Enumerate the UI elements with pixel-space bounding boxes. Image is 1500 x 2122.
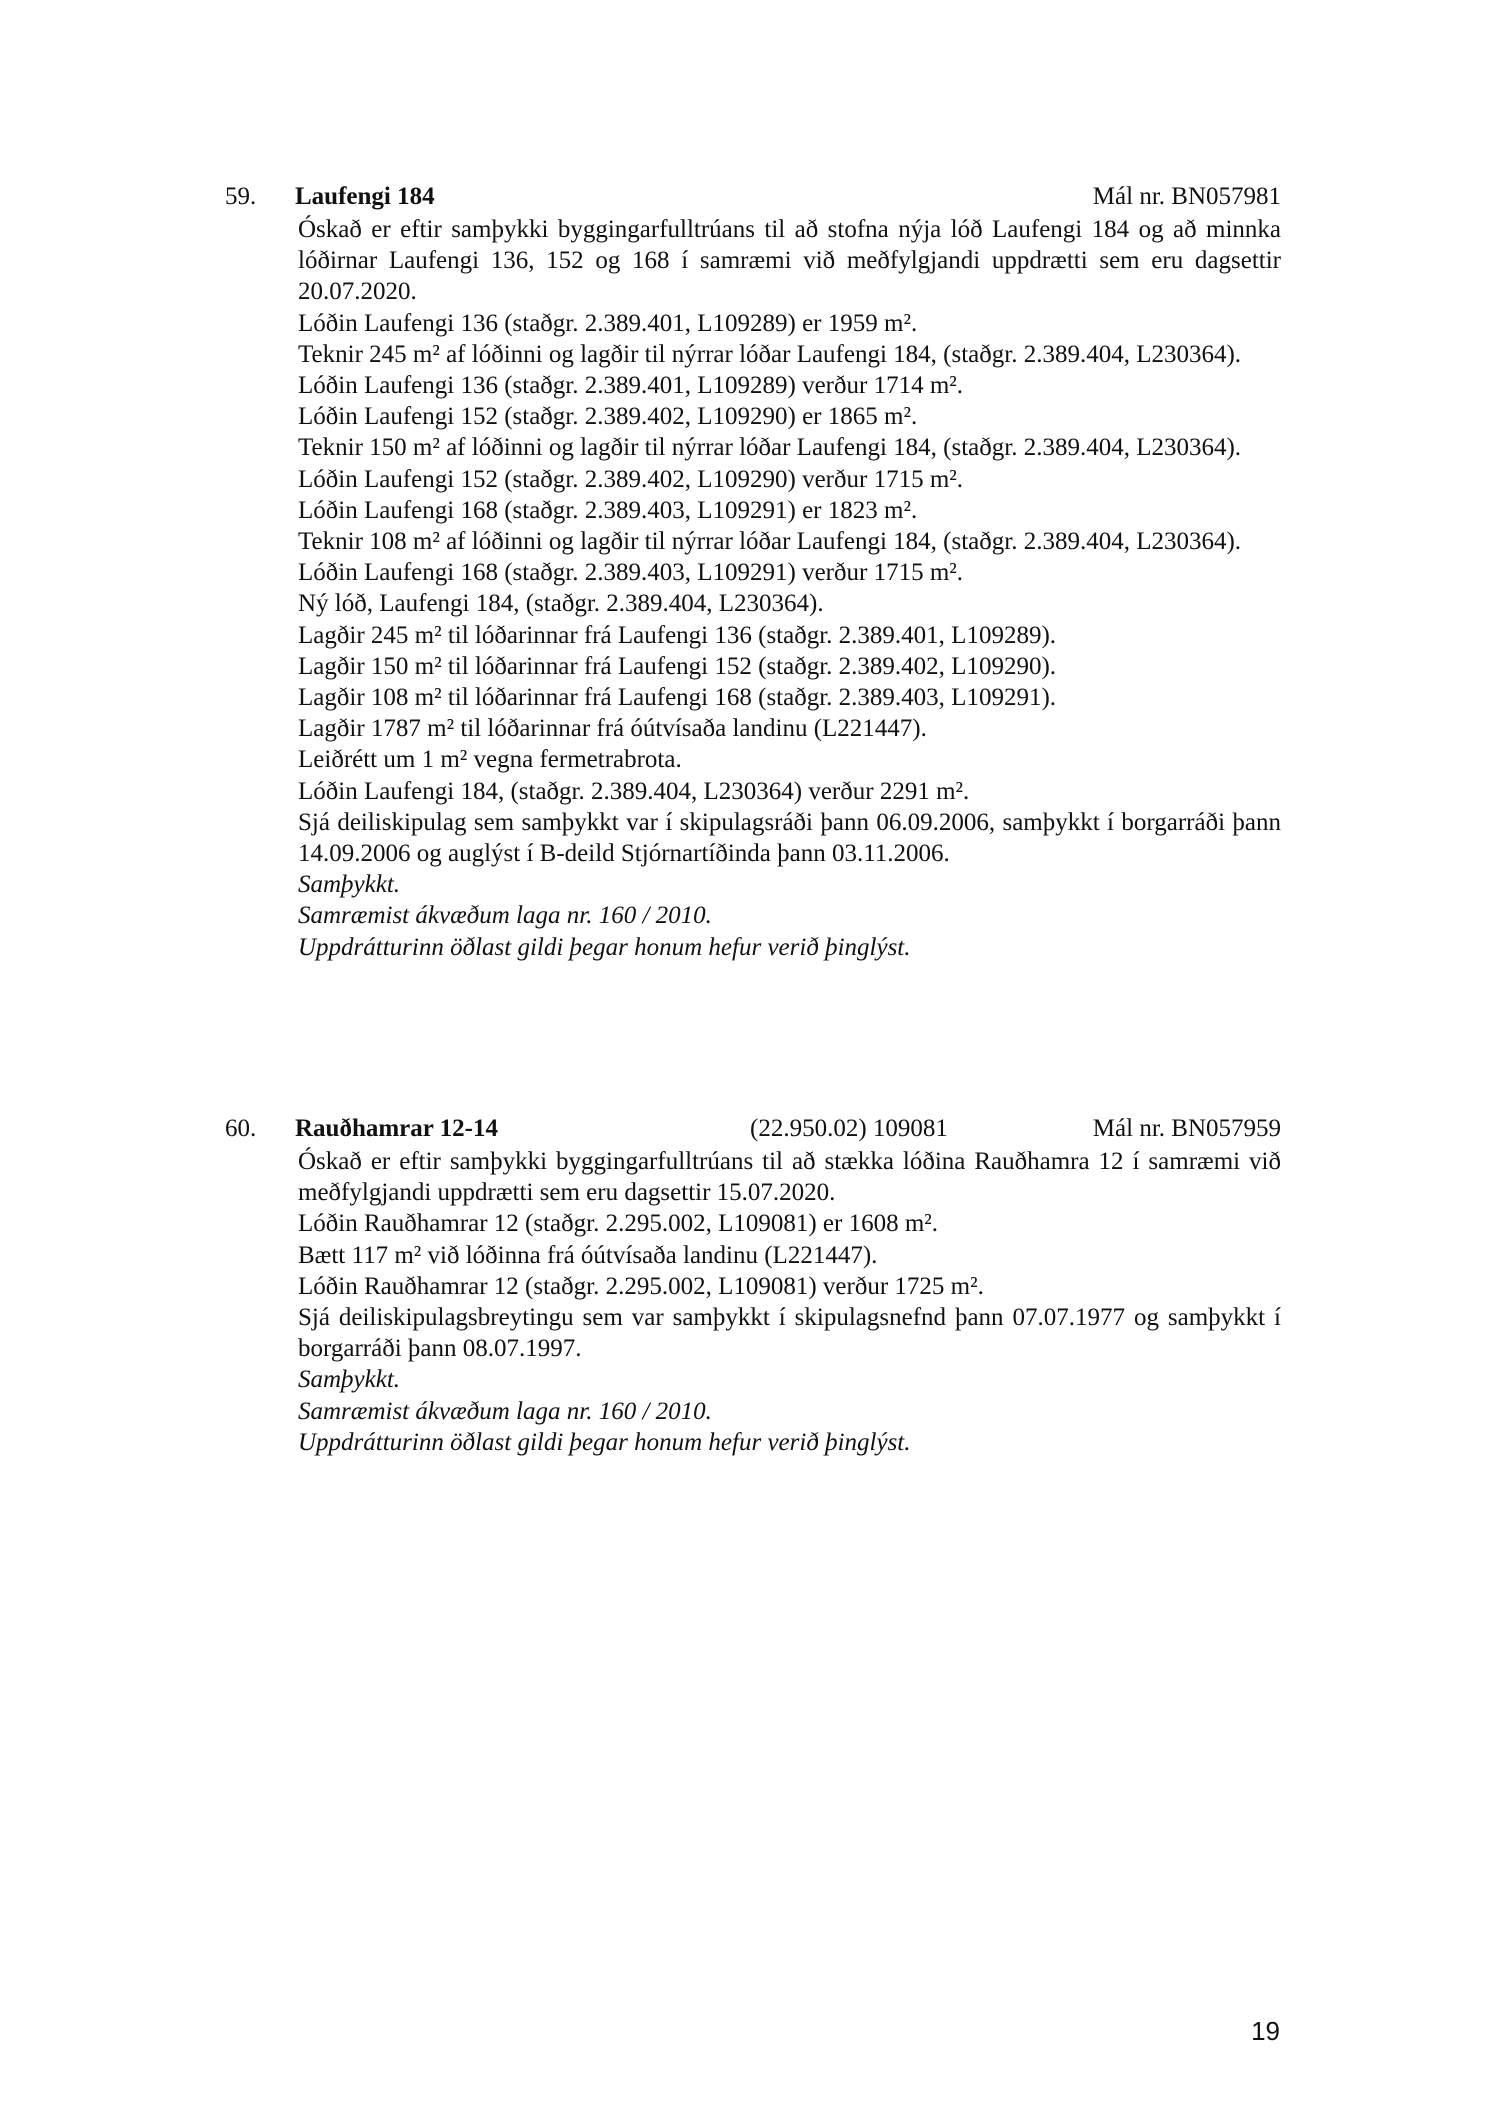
paragraph: Teknir 108 m² af lóðinni og lagðir til nýrrar lóðar Laufengi 184, (staðgr. 2.389.404, L230364). bbox=[298, 528, 1242, 556]
decision: Samþykkt. bbox=[298, 871, 401, 899]
paragraph: Lagðir 150 m² til lóðarinnar frá Laufengi 152 (staðgr. 2.389.402, L109290). bbox=[298, 652, 1057, 680]
item-title: Laufengi 184 bbox=[295, 183, 435, 210]
page-number: 19 bbox=[1251, 2016, 1280, 2046]
paragraph: Ný lóð, Laufengi 184, (staðgr. 2.389.404, L230364). bbox=[298, 590, 824, 618]
agenda-item-60 bbox=[225, 1112, 1281, 1458]
land-reference: (22.950.02) 109081 bbox=[750, 1115, 948, 1142]
paragraph: Lóðin Laufengi 136 (staðgr. 2.389.401, L109289) er 1959 m². bbox=[298, 309, 918, 337]
paragraph: Lóðin Rauðhamrar 12 (staðgr. 2.295.002, L109081) verður 1725 m². bbox=[298, 1272, 984, 1300]
paragraph: Lóðin Rauðhamrar 12 (staðgr. 2.295.002, L109081) er 1608 m². bbox=[298, 1210, 939, 1238]
paragraph: Sjá deiliskipulagsbreytingu sem var samþykkt í skipulagsnefnd þann 07.07.1977 og samþykkt í borgarráði þann 08.07.1997. bbox=[298, 1304, 1281, 1363]
item-header bbox=[225, 1112, 1281, 1146]
paragraph: Teknir 150 m² af lóðinni og lagðir til nýrrar lóðar Laufengi 184, (staðgr. 2.389.404, L230364). bbox=[298, 434, 1242, 462]
case-number: Mál nr. BN057959 bbox=[1092, 1115, 1281, 1142]
decision: Samþykkt. bbox=[298, 1366, 401, 1394]
paragraph: Leiðrétt um 1 m² vegna fermetrabrota. bbox=[298, 746, 682, 774]
item-title: Rauðhamrar 12-14 bbox=[295, 1115, 499, 1142]
paragraph: Lóðin Laufengi 168 (staðgr. 2.389.403, L109291) verður 1715 m². bbox=[298, 559, 964, 587]
paragraph: Lagðir 245 m² til lóðarinnar frá Laufengi 136 (staðgr. 2.389.401, L109289). bbox=[298, 621, 1057, 649]
item-number: 59. bbox=[225, 183, 257, 210]
paragraph: Óskað er eftir samþykki byggingarfulltrúans til að stofna nýja lóð Laufengi 184 og að minnka lóðirnar Laufengi 136, 152 og 168 í samræmi við meðfylgjandi uppdrætti sem eru dagsettir 20.07.2020. bbox=[298, 216, 1281, 306]
paragraph: Teknir 245 m² af lóðinni og lagðir til nýrrar lóðar Laufengi 184, (staðgr. 2.389.404, L230364). bbox=[298, 340, 1242, 368]
paragraph: Sjá deiliskipulag sem samþykkt var í skipulagsráði þann 06.09.2006, samþykkt í borgarráði þann 14.09.2006 og auglýst í B-deild Stjórnartíðinda þann 03.11.2006. bbox=[298, 808, 1281, 868]
paragraph: Bætt 117 m² við lóðinna frá óútvísaða landinu (L221447). bbox=[298, 1241, 878, 1269]
compliance-note: Samræmist ákvæðum laga nr. 160 / 2010. bbox=[298, 902, 712, 930]
agenda-item-59 bbox=[225, 180, 1281, 963]
paragraph: Lóðin Laufengi 136 (staðgr. 2.389.401, L109289) verður 1714 m². bbox=[298, 372, 964, 400]
validity-note: Uppdrátturinn öðlast gildi þegar honum hefur verið þinglýst. bbox=[298, 933, 911, 961]
compliance-note: Samræmist ákvæðum laga nr. 160 / 2010. bbox=[298, 1397, 712, 1425]
item-number: 60. bbox=[225, 1115, 257, 1142]
case-number: Mál nr. BN057981 bbox=[1092, 183, 1281, 210]
paragraph: Lagðir 1787 m² til lóðarinnar frá óútvísaða landinu (L221447). bbox=[298, 715, 927, 743]
paragraph: Lagðir 108 m² til lóðarinnar frá Laufengi 168 (staðgr. 2.389.403, L109291). bbox=[298, 684, 1057, 712]
paragraph: Óskað er eftir samþykki byggingarfulltrúans til að stækka lóðina Rauðhamra 12 í samræmi við meðfylgjandi uppdrætti sem eru dagsettir 15.07.2020. bbox=[298, 1148, 1281, 1207]
paragraph: Lóðin Laufengi 152 (staðgr. 2.389.402, L109290) verður 1715 m². bbox=[298, 465, 964, 493]
item-body bbox=[298, 1146, 1281, 1458]
paragraph: Lóðin Laufengi 184, (staðgr. 2.389.404, L230364) verður 2291 m². bbox=[298, 777, 970, 805]
paragraph: Lóðin Laufengi 152 (staðgr. 2.389.402, L109290) er 1865 m². bbox=[298, 403, 918, 431]
paragraph: Lóðin Laufengi 168 (staðgr. 2.389.403, L109291) er 1823 m². bbox=[298, 496, 918, 524]
item-header bbox=[225, 180, 1281, 214]
item-body bbox=[298, 214, 1281, 963]
validity-note: Uppdrátturinn öðlast gildi þegar honum hefur verið þinglýst. bbox=[298, 1428, 911, 1456]
